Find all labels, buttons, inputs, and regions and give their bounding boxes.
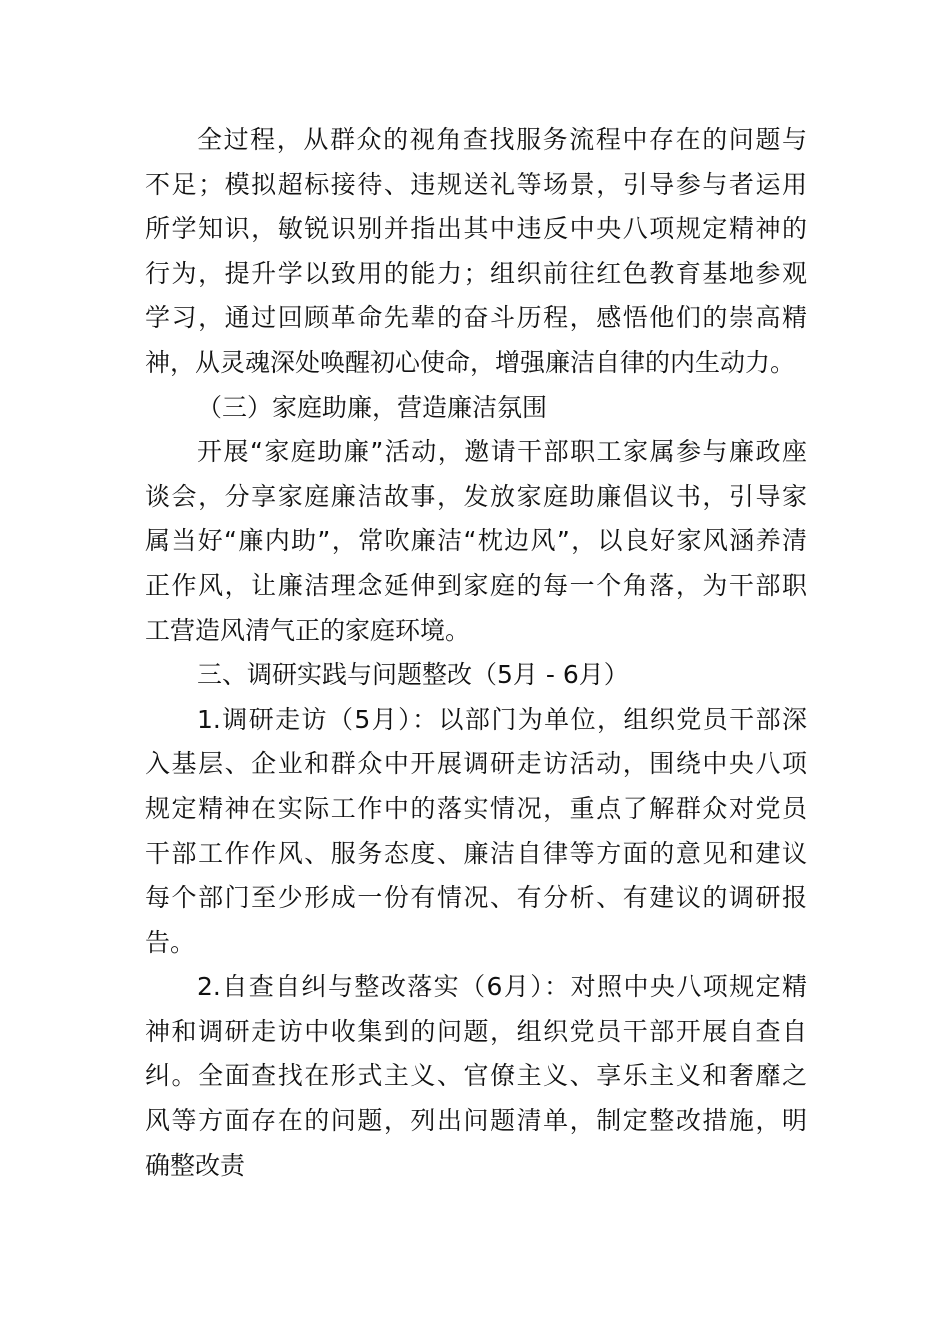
- text-line: 纠。全面查找在形式主义、官僚主义、享乐主义和奢靡之: [145, 1061, 807, 1091]
- text-line: 1.调研走访（5月）：以部门为单位，组织党员干部深: [197, 704, 807, 734]
- text-line: 学习，通过回顾革命先辈的奋斗历程，感悟他们的崇高精: [145, 303, 807, 333]
- text-line: 开展“家庭助廉”活动，邀请干部职工家属参与廉政座: [197, 437, 807, 467]
- document-page: [145, 118, 807, 1188]
- text-line: 全过程，从群众的视角查找服务流程中存在的问题与: [197, 125, 807, 154]
- text-line: 确整改责: [145, 1150, 246, 1180]
- text-line: 所学知识，敏锐识别并指出其中违反中央八项规定精神的: [145, 214, 807, 244]
- paragraph: [145, 430, 807, 653]
- text-line: 风等方面存在的问题，列出问题清单，制定整改措施，明: [145, 1106, 807, 1136]
- text-line: 三、调研实践与问题整改（5月 - 6月）: [197, 660, 629, 690]
- text-line: 规定精神在实际工作中的落实情况，重点了解群众对党员: [145, 793, 807, 823]
- text-line: 正作风，让廉洁理念延伸到家庭的每一个角落，为干部职: [145, 570, 807, 600]
- text-line: 属当好“廉内助”，常吹廉洁“枕边风”，以良好家风涵养清: [145, 526, 807, 556]
- text-line: 谈会，分享家庭廉洁故事，发放家庭助廉倡议书，引导家: [145, 481, 807, 511]
- text-line: 2.自查自纠与整改落实（6月）：对照中央八项规定精: [197, 972, 807, 1002]
- text-line: 入基层、企业和群众中开展调研走访活动，围绕中央八项: [145, 749, 807, 779]
- text-line: （三）家庭助廉，营造廉洁氛围: [197, 392, 548, 422]
- paragraph: [145, 698, 807, 966]
- paragraph: [145, 965, 807, 1188]
- text-line: 工营造风清气正的家庭环境。: [145, 615, 471, 645]
- text-line: 干部工作作风、服务态度、廉洁自律等方面的意见和建议: [145, 838, 807, 868]
- text-line: 行为，提升学以致用的能力；组织前往红色教育基地参观: [145, 258, 807, 288]
- text-line: 告。: [145, 927, 196, 957]
- section-heading: [145, 653, 807, 698]
- text-line: 神，从灵魂深处唤醒初心使命，增强廉洁自律的内生动力。: [145, 347, 796, 377]
- text-line: 神和调研走访中收集到的问题，组织党员干部开展自查自: [145, 1016, 807, 1046]
- text-line: 不足；模拟超标接待、违规送礼等场景，引导参与者运用: [145, 169, 807, 199]
- section-heading: [145, 386, 807, 431]
- paragraph: [145, 118, 807, 386]
- text-line: 每个部门至少形成一份有情况、有分析、有建议的调研报: [145, 883, 807, 913]
